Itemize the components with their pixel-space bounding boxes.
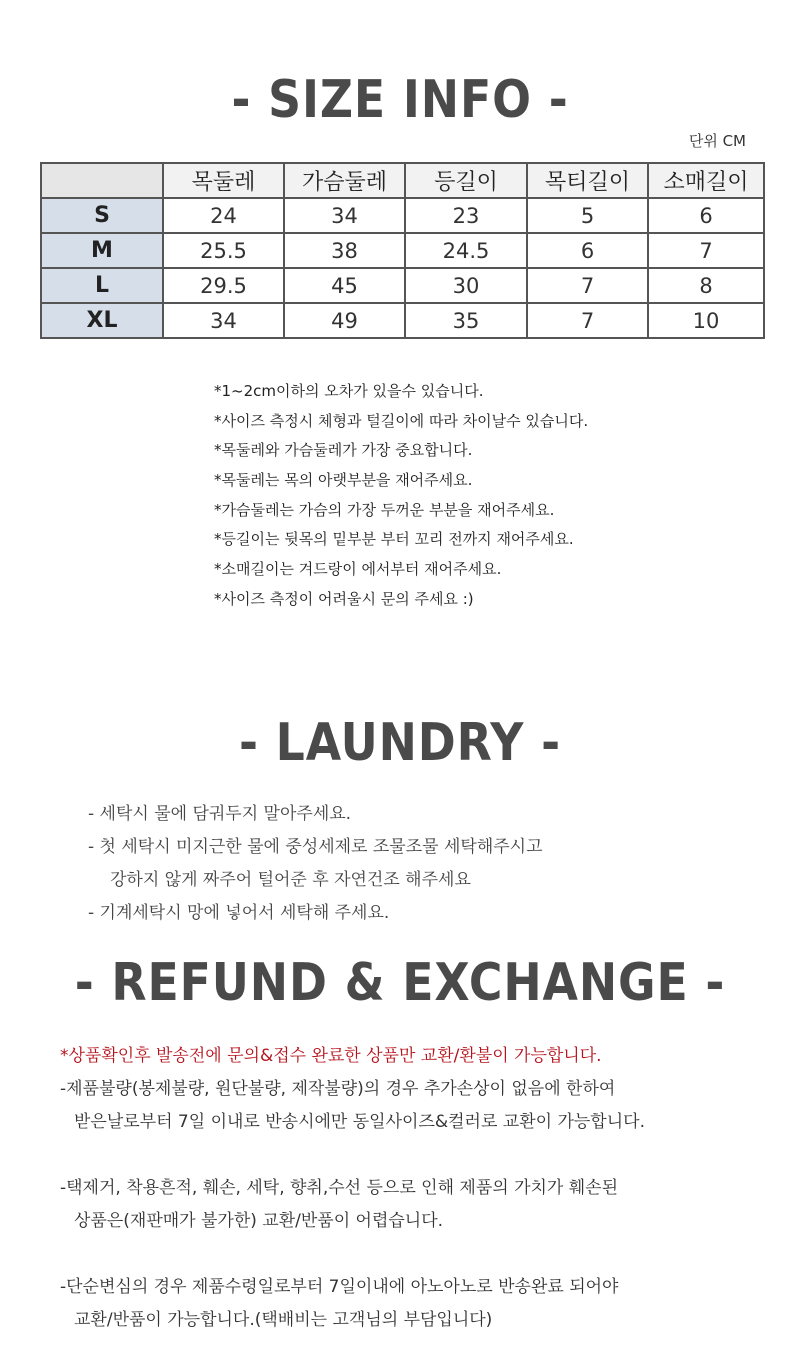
- note-item: *사이즈 측정이 어려울시 문의 주세요 :): [214, 589, 474, 608]
- table-cell: 38: [284, 233, 405, 268]
- laundry-line: - 세탁시 물에 담궈두지 말아주세요.: [88, 804, 352, 824]
- size-label: S: [41, 198, 163, 233]
- column-header: 소매길이: [648, 163, 764, 198]
- table-cell: 35: [405, 303, 527, 338]
- table-cell: 7: [527, 268, 648, 303]
- table-cell: 30: [405, 268, 527, 303]
- size-notes: [214, 377, 588, 615]
- table-cell: 7: [648, 233, 764, 268]
- table-cell: 8: [648, 268, 764, 303]
- table-row: [41, 198, 764, 233]
- note-item: *1~2cm이하의 오차가 있을수 있습니다.: [214, 382, 484, 400]
- column-header: 목티길이: [527, 163, 648, 198]
- refund-policy: [60, 1040, 645, 1337]
- table-corner-cell: [41, 163, 163, 198]
- note-item: *사이즈 측정시 체형과 털길이에 따라 차이날수 있습니다.: [214, 411, 589, 430]
- table-cell: 10: [648, 303, 764, 338]
- note-item: *목둘레는 목의 아랫부분을 재어주세요.: [214, 471, 473, 490]
- laundry-heading: - LAUNDRY -: [238, 713, 561, 773]
- table-cell: 23: [405, 198, 527, 233]
- column-header: 등길이: [405, 163, 527, 198]
- table-header-row: [41, 163, 764, 198]
- table-cell: 45: [284, 268, 405, 303]
- note-item: *목둘레와 가슴둘레가 가장 중요합니다.: [214, 441, 473, 460]
- column-header: 목둘레: [163, 163, 284, 198]
- refund-line: 교환/반품이 가능합니다.(택배비는 고객님의 부담입니다): [74, 1310, 493, 1330]
- size-table: [40, 162, 765, 339]
- table-cell: 29.5: [163, 268, 284, 303]
- table-cell: 25.5: [163, 233, 284, 268]
- laundry-instructions: [88, 798, 543, 930]
- table-cell: 7: [527, 303, 648, 338]
- laundry-line: - 첫 세탁시 미지근한 물에 중성세제로 조물조물 세탁해주시고: [88, 837, 543, 857]
- size-label: XL: [41, 303, 163, 338]
- refund-line: -제품불량(봉제불량, 원단불량, 제작불량)의 경우 추가손상이 없음에 한하여: [60, 1079, 616, 1099]
- note-item: *소매길이는 겨드랑이 에서부터 재어주세요.: [214, 560, 502, 579]
- table-cell: 5: [527, 198, 648, 233]
- table-cell: 24.5: [405, 233, 527, 268]
- column-header: 가슴둘레: [284, 163, 405, 198]
- unit-label: 단위 CM: [688, 132, 746, 150]
- laundry-line: - 기계세탁시 망에 넣어서 세탁해 주세요.: [88, 903, 390, 923]
- table-cell: 6: [527, 233, 648, 268]
- table-row: [41, 268, 764, 303]
- refund-warning: *상품확인후 발송전에 문의&접수 완료한 상품만 교환/환불이 가능합니다.: [60, 1046, 602, 1066]
- refund-line: 받은날로부터 7일 이내로 반송시에만 동일사이즈&컬러로 교환이 가능합니다.: [74, 1112, 645, 1132]
- refund-line: 상품은(재판매가 불가한) 교환/반품이 어렵습니다.: [74, 1211, 444, 1231]
- refund-heading: - REFUND & EXCHANGE -: [74, 953, 726, 1013]
- laundry-line: 강하지 않게 짜주어 털어준 후 자연건조 해주세요: [110, 870, 471, 890]
- size-label: L: [41, 268, 163, 303]
- table-cell: 6: [648, 198, 764, 233]
- table-cell: 49: [284, 303, 405, 338]
- size-label: M: [41, 233, 163, 268]
- refund-line: -택제거, 착용흔적, 훼손, 세탁, 향취,수선 등으로 인해 제품의 가치가 훼손된: [60, 1178, 619, 1198]
- table-row: [41, 233, 764, 268]
- table-row: [41, 303, 764, 338]
- refund-line: -단순변심의 경우 제품수령일로부터 7일이내에 아노아노로 반송완료 되어야: [60, 1277, 619, 1297]
- spacer: [60, 1238, 645, 1271]
- size-info-heading: - SIZE INFO -: [231, 70, 569, 130]
- table-cell: 34: [284, 198, 405, 233]
- table-cell: 24: [163, 198, 284, 233]
- note-item: *가슴둘레는 가슴의 가장 두꺼운 부분을 재어주세요.: [214, 500, 555, 519]
- note-item: *등길이는 뒷목의 밑부분 부터 꼬리 전까지 재어주세요.: [214, 530, 574, 549]
- table-cell: 34: [163, 303, 284, 338]
- spacer: [60, 1139, 645, 1172]
